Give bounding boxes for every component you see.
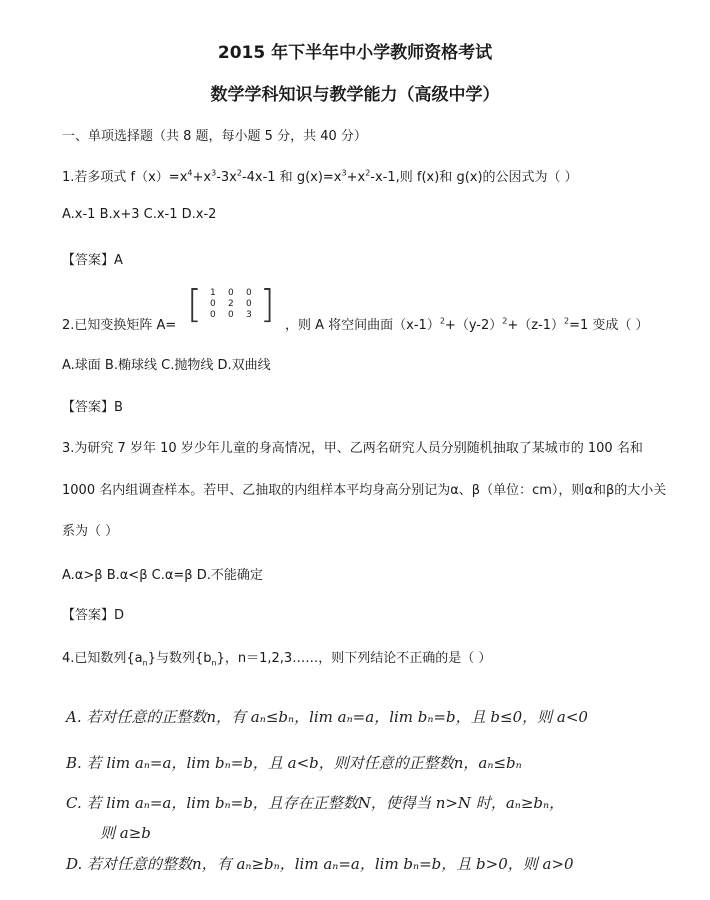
question-3-line-1: 3.为研究 7 岁年 10 岁少年儿童的身高情况，甲、乙两名研究人员分别随机抽取了某城市的 100 名和 — [62, 441, 643, 456]
question-3-answer: 【答案】D — [62, 608, 125, 623]
question-2-prefix: 2.已知变换矩阵 A= — [62, 318, 177, 333]
matrix-right-bracket: ] — [259, 282, 275, 326]
matrix-cell: 0 — [227, 287, 234, 298]
matrix-cell: 0 — [245, 298, 252, 309]
question-3-line-2: 1000 名内组调查样本。若甲、乙抽取的内组样本平均身高分别记为α、β（单位：cm），则α和β的大小关 — [62, 483, 667, 498]
handwritten-option-b: B. 若 lim aₙ=a，lim bₙ=b，且 a<b，则对任意的正整数n，aₙ≤bₙ — [66, 754, 522, 772]
matrix-cell: 3 — [245, 309, 252, 320]
handwritten-option-d: D. 若对任意的整数n，有 aₙ≥bₙ，lim aₙ=a，lim bₙ=b，且 b>0，则 a>0 — [66, 855, 574, 873]
handwritten-option-a: A. 若对任意的正整数n，有 aₙ≤bₙ，lim aₙ=a，lim bₙ=b，且 b≤0，则 a<0 — [66, 708, 588, 726]
matrix-grid — [204, 288, 258, 321]
page-title: 2015 年下半年中小学教师资格考试 — [217, 43, 493, 63]
question-1-answer: 【答案】A — [62, 253, 123, 268]
matrix-cell: 0 — [209, 298, 216, 309]
matrix-cell: 0 — [245, 287, 252, 298]
question-4-stem: 4.已知数列$\{a_n\}$与数列$\{b_n\}$，n＝1,2,3……，则下列结论不正确的是（ ） — [62, 651, 492, 668]
matrix-cell: 1 — [209, 287, 216, 298]
question-2-suffix: ，则 A 将空间曲面$(x-1)^2+(y-2)^2+(z-1)^2=1$ 变成（ ） — [285, 316, 649, 333]
question-3-options: A.α>β B.α<β C.α=β D.不能确定 — [62, 568, 263, 583]
matrix-cell: 0 — [209, 309, 216, 320]
matrix-left-bracket: [ — [187, 282, 202, 326]
question-2-options: A.球面 B.椭球线 C.抛物线 D.双曲线 — [62, 358, 271, 373]
matrix-cell: 0 — [227, 309, 234, 320]
handwritten-option-c: C. 若 lim aₙ=a，lim bₙ=b，且存在正整数N，使得当 n>N 时，aₙ≥bₙ， — [66, 794, 565, 812]
question-1-options: A.x-1 B.x+3 C.x-1 D.x-2 — [62, 207, 217, 222]
transform-matrix — [187, 282, 275, 326]
matrix-cell: 2 — [227, 298, 234, 309]
page-subtitle: 数学学科知识与教学能力（高级中学） — [210, 85, 500, 105]
section-heading: 一、单项选择题（共 8 题，每小题 5 分，共 40 分） — [62, 129, 367, 144]
handwritten-option-c-conclusion: 则 a≥b — [100, 824, 151, 842]
question-1-stem: 1.若多项式 $f(x)=x^4+x^3-3x^2-4x-1$ 和 $g(x)=x^3+x^2-x-1$,则 f(x)和 g(x)的公因式为（ ） — [62, 168, 578, 185]
question-2-answer: 【答案】B — [62, 400, 123, 415]
question-3-line-3: 系为（ ） — [62, 524, 119, 539]
